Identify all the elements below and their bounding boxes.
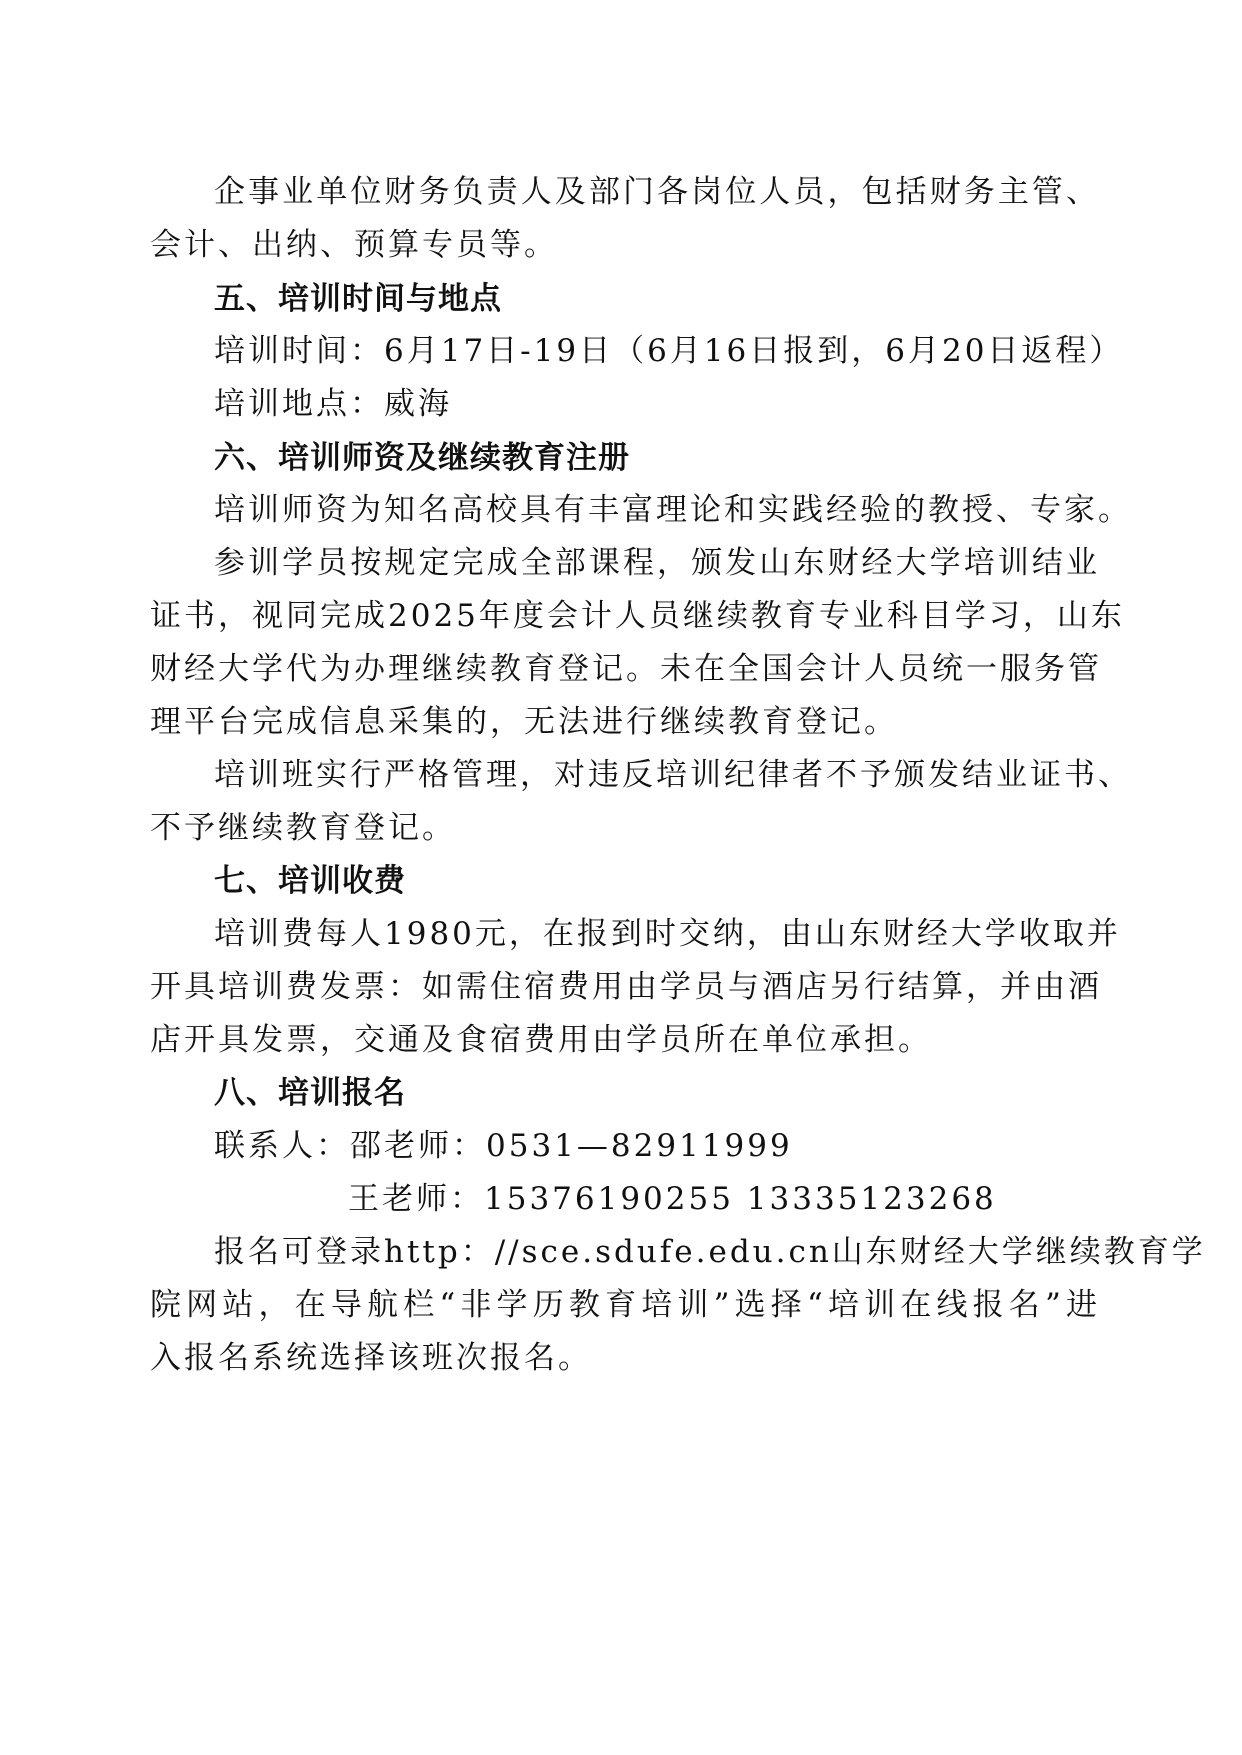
contact-line-2: 王老师：15376190255 13335123268 — [348, 1181, 997, 1217]
contact-line-1: 联系人：邵老师：0531—82911999 — [214, 1128, 793, 1164]
section-8-heading: 八、培训报名 — [214, 1075, 406, 1111]
certificate-line-1: 参训学员按规定完成全部课程，颁发山东财经大学培训结业 — [214, 545, 1100, 581]
signup-line-2: 院网站，在导航栏“非学历教育培训”选择“培训在线报名”进 — [150, 1287, 1100, 1323]
teachers-paragraph: 培训师资为知名高校具有丰富理论和实践经验的教授、专家。 — [214, 492, 1132, 528]
rules-line-1: 培训班实行严格管理，对违反培训纪律者不予颁发结业证书、 — [214, 757, 1132, 793]
fee-line-3: 店开具发票，交通及食宿费用由学员所在单位承担。 — [150, 1022, 932, 1058]
fee-line-1: 培训费每人1980元，在报到时交纳，由山东财经大学收取并 — [214, 916, 1121, 952]
training-time: 培训时间：6月17日-19日（6月16日报到，6月20日返程） — [214, 333, 1124, 369]
section-5-heading: 五、培训时间与地点 — [214, 281, 502, 317]
certificate-line-3: 财经大学代为办理继续教育登记。未在全国会计人员统一服务管 — [150, 651, 1102, 687]
certificate-line-4: 理平台完成信息采集的，无法进行继续教育登记。 — [150, 704, 898, 740]
audience-line-1: 企事业单位财务负责人及部门各岗位人员，包括财务主管、 — [214, 174, 1100, 210]
training-place: 培训地点：威海 — [214, 386, 452, 422]
certificate-line-2: 证书，视同完成2025年度会计人员继续教育专业科目学习，山东 — [150, 598, 1125, 634]
section-7-heading: 七、培训收费 — [214, 863, 406, 899]
signup-line-3: 入报名系统选择该班次报名。 — [150, 1340, 592, 1376]
audience-line-2: 会计、出纳、预算专员等。 — [150, 227, 558, 263]
signup-line-1: 报名可登录http：//sce.sdufe.edu.cn山东财经大学继续教育学 — [214, 1234, 1206, 1270]
rules-line-2: 不予继续教育登记。 — [150, 810, 456, 846]
fee-line-2: 开具培训费发票：如需住宿费用由学员与酒店另行结算，并由酒 — [150, 969, 1102, 1005]
section-6-heading: 六、培训师资及继续教育注册 — [214, 440, 630, 476]
